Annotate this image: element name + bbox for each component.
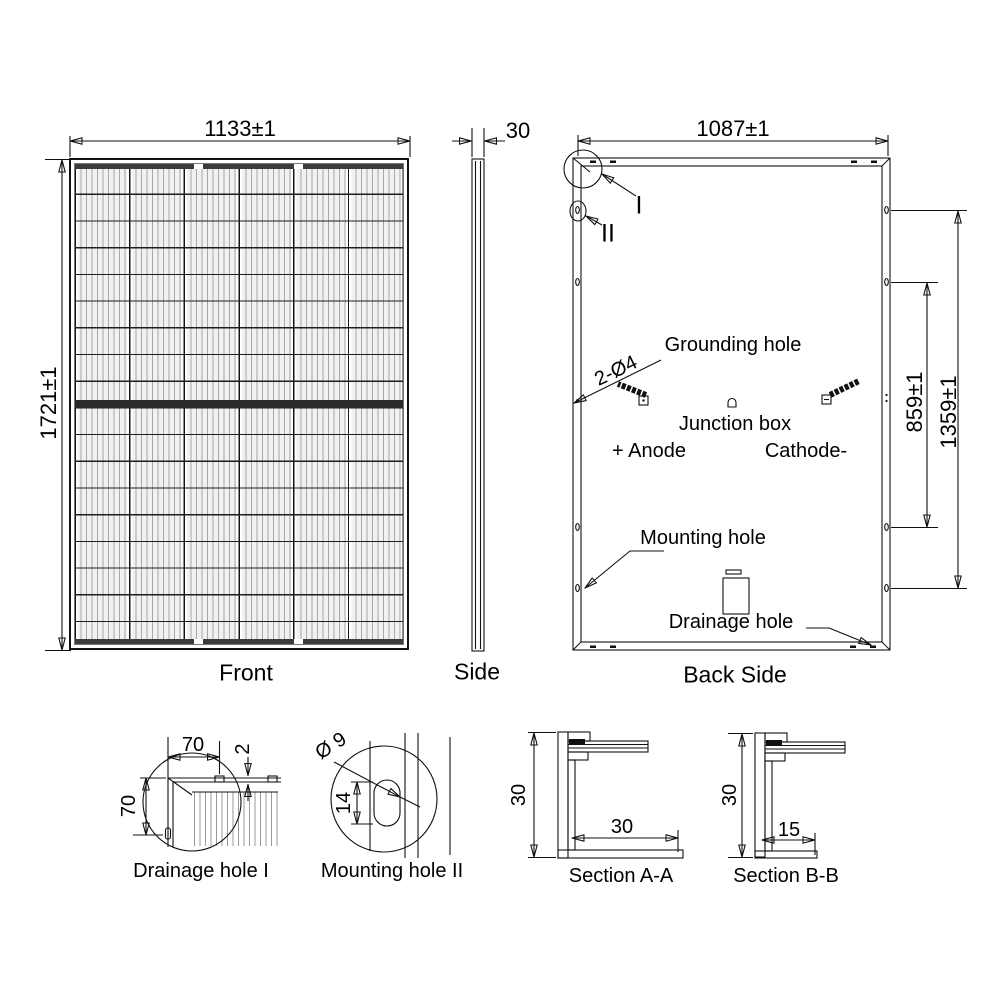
label-drainage-hole: Drainage hole: [668, 611, 794, 633]
caption-detail-mounting: Mounting hole II: [320, 860, 464, 882]
section-aa: [528, 732, 683, 858]
label-junction-box: Junction box: [678, 413, 792, 435]
grounding-hole-right: [885, 394, 887, 396]
cathode-connector: [822, 381, 859, 404]
front-dimensions: [45, 136, 410, 651]
anode-connector: [618, 384, 648, 405]
dim-mounting-length: 14: [333, 791, 355, 815]
junction-box-symbol: [728, 399, 736, 408]
label-grounding-hole: Grounding hole: [664, 334, 802, 356]
caption-section-aa: Section A-A: [568, 865, 674, 887]
detail-ii-circle: [570, 201, 586, 221]
dim-drainage-width: 70: [181, 734, 205, 756]
dim-aa-height: 30: [508, 783, 530, 807]
caption-detail-drainage: Drainage hole I: [133, 860, 269, 882]
dim-back-outer-holes: 1359±1: [936, 375, 961, 449]
caption-front: Front: [219, 659, 273, 686]
dim-bb-height: 30: [719, 783, 741, 807]
dim-side-thickness: 30: [505, 118, 531, 143]
label-mounting-hole: Mounting hole: [640, 527, 766, 549]
detail-drainage-hole: [133, 734, 281, 851]
dim-bb-width: 15: [777, 819, 801, 841]
mounting-hole-leader: [585, 551, 664, 588]
dim-back-width: 1087±1: [696, 116, 770, 141]
label-cathode: Cathode-: [764, 440, 848, 462]
caption-section-bb: Section B-B: [733, 865, 839, 887]
nameplate: [723, 578, 749, 614]
dim-drainage-height: 70: [118, 794, 140, 818]
dim-front-width: 1133±1: [204, 116, 276, 141]
label-anode: + Anode: [612, 440, 686, 462]
dim-front-height: 1721±1: [36, 366, 61, 440]
dim-mounting-diameter: Ø 9: [311, 727, 351, 765]
label-detail-ii: II: [601, 219, 615, 248]
dim-aa-width: 30: [610, 816, 634, 838]
caption-side: Side: [453, 658, 501, 685]
label-detail-i: I: [635, 191, 643, 220]
dim-drainage-offset: 2: [232, 743, 254, 755]
dim-back-inner-holes: 859±1: [902, 371, 927, 433]
detail-i-circle: [564, 150, 602, 188]
label-grounding-spec: 2-Ø4: [591, 351, 641, 391]
caption-back-side: Back Side: [683, 661, 787, 688]
side-view: [452, 128, 505, 651]
